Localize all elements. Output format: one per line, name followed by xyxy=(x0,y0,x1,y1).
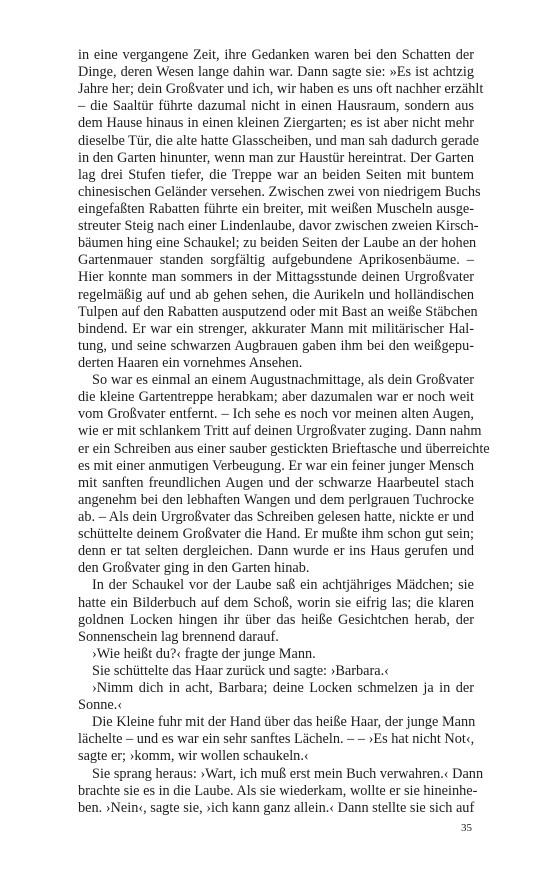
text-line: angenehm bei den lebhaften Wangen und dem perlgrauen Tuchrocke xyxy=(78,491,474,508)
text-line: er ein Schreiben aus einer sauber gestickten Brieftasche und überreichte xyxy=(78,440,490,457)
text-line: In der Schaukel vor der Laube saß ein achtjähriges Mädchen; sie xyxy=(92,577,474,594)
text-line: streuter Steig nach einer Lindenlaube, davor zwischen zweien Kirsch- xyxy=(78,218,479,235)
text-line: dieselbe Tür, die alte hatte Glasscheiben, und man sah dadurch gerade xyxy=(78,132,479,149)
text-line: in den Garten hinunter, wenn man zur Haustür hereintrat. Der Garten xyxy=(78,149,474,166)
text-line: Gartenmauer standen sorgfältig aufgebundene Aprikosenbäume. – xyxy=(78,252,474,269)
text-line: den Großvater ging in den Garten hinab. xyxy=(78,560,310,577)
text-line: es mit einer anmutigen Verbeugung. Er war ein feiner junger Mensch xyxy=(78,457,474,474)
text-line: ab. – Als dein Urgroßvater das Schreiben gelesen hatte, nickte er und xyxy=(78,508,474,525)
text-line: Die Kleine fuhr mit der Hand über das heiße Haar, der junge Mann xyxy=(92,714,476,731)
text-line: lächelte – und es war ein sehr sanftes Lächeln. – – ›Es hat nicht Not‹, xyxy=(78,731,475,748)
text-line: chinesischen Geländer versehen. Zwischen zwei von niedrigem Buchs xyxy=(78,183,481,200)
text-line: Sonnenschein lag brennend darauf. xyxy=(78,628,279,645)
text-line: Tulpen auf den Rabatten ausputzend oder mit Bast an weiße Stäbchen xyxy=(78,303,478,320)
text-line: mit sanften freundlichen Augen und der schwarze Haarbeutel stach xyxy=(78,474,474,491)
text-line: – die Saaltür führte dazumal nicht in einen Hausraum, sondern aus xyxy=(78,98,474,115)
text-line: Sie sprang heraus: ›Wart, ich muß erst mein Buch verwahren.‹ Dann xyxy=(92,765,484,782)
text-line: So war es einmal an einem Augustnachmittage, als dein Großvater xyxy=(92,372,474,389)
text-line: derten Haaren ein vornehmes Ansehen. xyxy=(78,354,303,371)
text-line: ›Wie heißt du?‹ fragte der junge Mann. xyxy=(92,645,316,662)
text-line: goldnen Locken hingen ihr über das heiße Gesichtchen herab, der xyxy=(78,611,474,628)
text-line: die kleine Gartentreppe herabkam; aber dazumalen war er noch weit xyxy=(78,389,474,406)
text-line: sagte er; ›komm, wir wollen schaukeln.‹ xyxy=(78,748,309,765)
text-line: bäumen hing eine Schaukel; zu beiden Seiten der Laube an der hohen xyxy=(78,235,477,252)
text-line: regelmäßig auf und ab gehen sehen, die Aurikeln und holländischen xyxy=(78,286,474,303)
text-line: Sie schüttelte das Haar zurück und sagte: ›Barbara.‹ xyxy=(92,662,389,679)
text-line: denn er tat selten dergleichen. Dann wurde er ins Haus gerufen und xyxy=(78,543,474,560)
text-line: schüttelte deinem Großvater die Hand. Er mußte ihm schon gut sein; xyxy=(78,526,474,543)
text-line: in eine vergangene Zeit, ihre Gedanken waren bei den Schatten der xyxy=(78,47,474,63)
text-line: Sonne.‹ xyxy=(78,697,123,714)
text-line: bindend. Er war ein strenger, akkurater Mann mit militärischer Hal- xyxy=(78,320,474,337)
text-line: Jahre her; dein Großvater und ich, wir haben es uns oft nachher erzählt xyxy=(78,81,484,98)
page-number: 35 xyxy=(461,822,472,834)
text-line: lag drei Stufen tiefer, die Treppe war an beiden Seiten mit buntem xyxy=(78,166,474,183)
text-line: wie er mit schlankem Tritt auf deinen Urgroßvater zuging. Dann nahm xyxy=(78,423,482,440)
text-line: dem Hause hinaus in einen kleinen Ziergarten; es ist aber nicht mehr xyxy=(78,115,474,132)
body-text xyxy=(78,47,490,817)
text-line: brachte sie es in die Laube. Als sie wiederkam, wollte er sie hineinhe- xyxy=(78,782,478,799)
text-line: vom Großvater entfernt. – Ich sehe es noch vor meinen alten Augen, xyxy=(78,406,474,423)
text-line: Hier konnte man sommers in der Mittagsstunde deinen Urgroßvater xyxy=(78,269,474,286)
text-line: hatte ein Bilderbuch auf dem Schoß, worin sie eifrig las; die klaren xyxy=(78,594,474,611)
text-line: Dinge, deren Wesen lange dahin war. Dann sagte sie: »Es ist achtzig xyxy=(78,64,474,81)
text-line: ben. ›Nein‹, sagte sie, ›ich kann ganz allein.‹ Dann stellte sie sich auf xyxy=(78,799,475,816)
text-line: ›Nimm dich in acht, Barbara; deine Locken schmelzen ja in der xyxy=(92,680,474,697)
text-line: eingefaßten Rabatten führte ein breiter, mit weißen Muscheln ausge- xyxy=(78,200,474,217)
text-line: tung, und seine schwarzen Augbrauen gaben ihm bei den weißgepu- xyxy=(78,337,474,354)
